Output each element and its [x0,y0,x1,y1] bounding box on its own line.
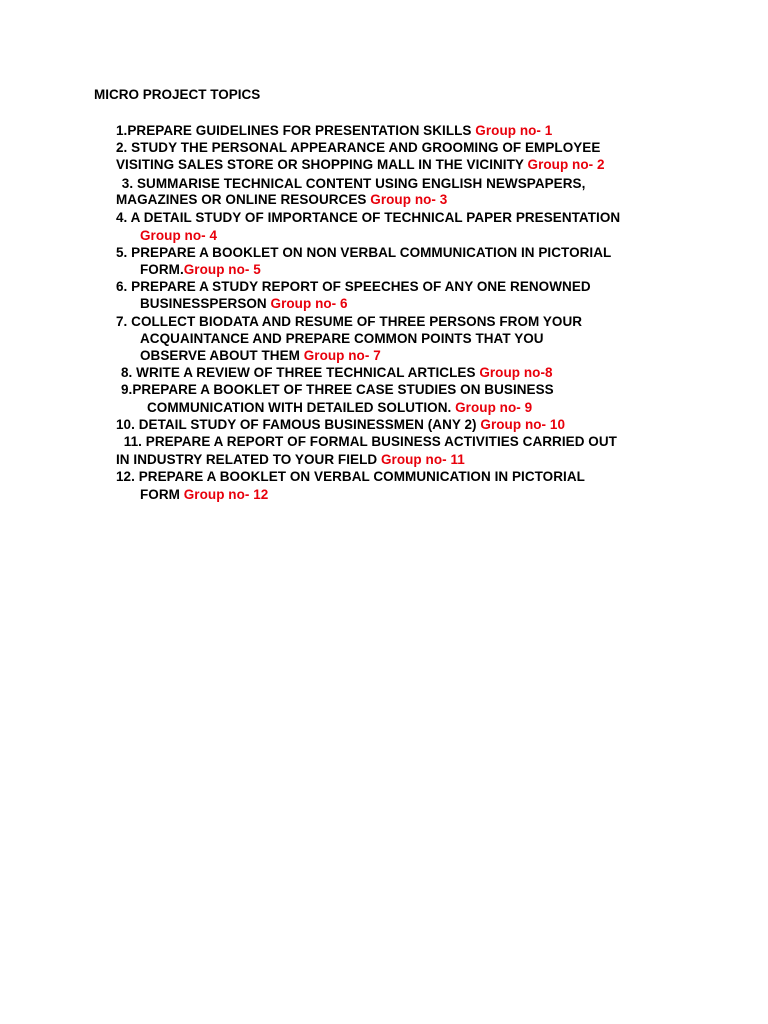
group-label: Group no- 6 [270,296,348,311]
topic-10-line-1 [116,416,565,433]
group-label: Group no- 5 [183,262,261,277]
topic-12-line-2 [140,486,268,503]
topic-text: OBSERVE ABOUT THEM [140,348,304,363]
topic-text: ACQUAINTANCE AND PREPARE COMMON POINTS THAT YOU [140,331,544,346]
group-label: Group no- 9 [455,400,533,415]
topic-8-line-1 [121,364,553,381]
topic-text: COMMUNICATION WITH DETAILED SOLUTION. [147,400,456,415]
topic-5-line-1 [116,244,611,261]
group-label: Group no-8 [479,365,553,380]
topic-text: MAGAZINES OR ONLINE RESOURCES [116,192,371,207]
topic-text: FORM. [140,262,184,277]
group-label: Group no- 4 [140,228,218,243]
group-label: Group no- 3 [370,192,448,207]
topic-2-line-1 [116,139,600,156]
topic-1-line-1 [116,122,552,139]
group-label: Group no- 12 [183,487,269,502]
topic-text: 11. PREPARE A REPORT OF FORMAL BUSINESS ACTIVITIES CARRIED OUT [120,434,617,449]
topic-11-line-1 [120,433,617,450]
topic-text: VISITING SALES STORE OR SHOPPING MALL IN THE VICINITY [116,157,528,172]
topic-5-line-2 [140,261,261,278]
topic-3-line-2 [116,191,447,208]
topic-9-line-1 [121,381,554,398]
topic-6-line-2 [140,295,348,312]
group-label: Group no- 7 [303,348,381,363]
topic-7-line-3 [140,347,381,364]
topic-text: 1.PREPARE GUIDELINES FOR PRESENTATION SKILLS [116,123,476,138]
topic-6-line-1 [116,278,591,295]
topic-text: 9.PREPARE A BOOKLET OF THREE CASE STUDIES ON BUSINESS [121,382,554,397]
group-label: Group no- 11 [380,452,465,467]
group-label: Group no- 1 [475,123,553,138]
group-label: Group no- 10 [480,417,566,432]
topic-text: 3. SUMMARISE TECHNICAL CONTENT USING ENGLISH NEWSPAPERS, [118,176,586,191]
topic-9-line-2 [147,399,532,416]
topic-4-line-1 [116,209,620,226]
topic-text: 6. PREPARE A STUDY REPORT OF SPEECHES OF ANY ONE RENOWNED [116,279,591,294]
group-label: Group no- 2 [527,157,605,172]
topic-3-line-1 [118,175,585,192]
topic-text: 7. COLLECT BIODATA AND RESUME OF THREE PERSONS FROM YOUR [116,314,583,329]
topic-text: 5. PREPARE A BOOKLET ON NON VERBAL COMMUNICATION IN PICTORIAL [116,245,612,260]
topic-text: 10. DETAIL STUDY OF FAMOUS BUSINESSMEN (ANY 2) [116,417,481,432]
topic-4-line-2 [140,227,217,244]
topic-2-line-2 [116,156,605,173]
topic-7-line-2 [140,330,544,347]
topic-text: BUSINESSPERSON [140,296,271,311]
topic-7-line-1 [116,313,582,330]
topic-text: IN INDUSTRY RELATED TO YOUR FIELD [116,452,381,467]
topic-12-line-1 [116,468,585,485]
topic-text: FORM [140,487,184,502]
topic-text: 4. A DETAIL STUDY OF IMPORTANCE OF TECHNICAL PAPER PRESENTATION [116,210,621,225]
topic-text: 2. STUDY THE PERSONAL APPEARANCE AND GROOMING OF EMPLOYEE [116,140,601,155]
topic-11-line-2 [116,451,465,468]
page-title: MICRO PROJECT TOPICS [94,87,261,102]
topic-text: 8. WRITE A REVIEW OF THREE TECHNICAL ARTICLES [121,365,480,380]
topic-text: 12. PREPARE A BOOKLET ON VERBAL COMMUNICATION IN PICTORIAL [116,469,585,484]
